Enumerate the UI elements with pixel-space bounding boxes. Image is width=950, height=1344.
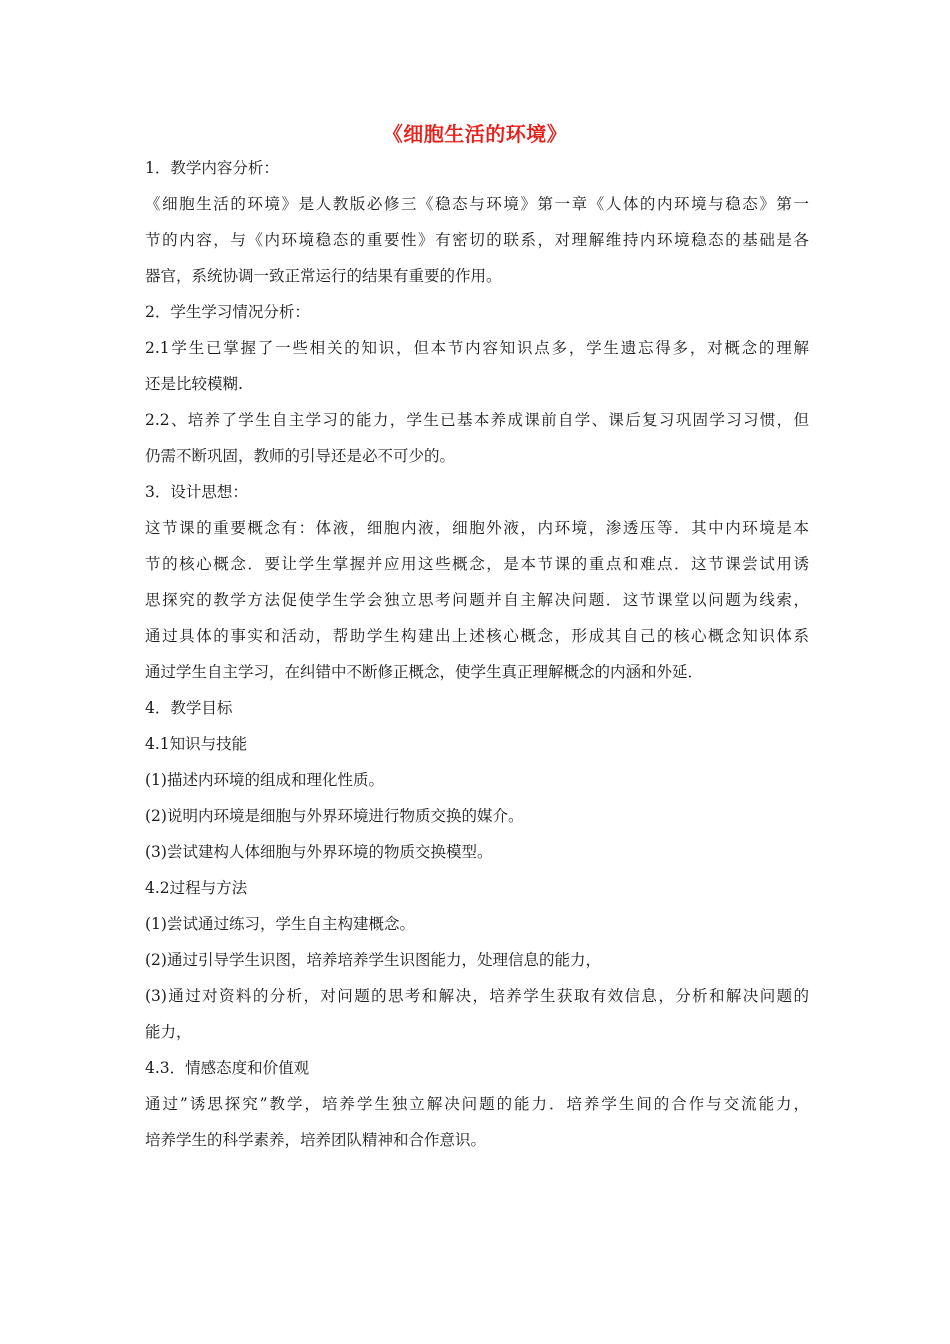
text-line: 节的核心概念．要让学生掌握并应用这些概念，是本节课的重点和难点．这节课尝试用诱 [145, 555, 809, 573]
text-line: 3．设计思想： [145, 483, 248, 501]
text-line: 节的内容，与《内环境稳态的重要性》有密切的联系，对理解维持内环境稳态的基础是各 [145, 231, 809, 249]
text-line: 通过”诱思探究”教学，培养学生独立解决问题的能力．培养学生间的合作与交流能力， [145, 1095, 809, 1113]
document-body [145, 150, 809, 1158]
text-line: (3)通过对资料的分析，对问题的思考和解决，培养学生获取有效信息，分析和解决问题的 [145, 987, 809, 1005]
text-line: 2．学生学习情况分析： [145, 303, 310, 321]
text-line: (2)说明内环境是细胞与外界环境进行物质交换的媒介。 [145, 807, 524, 825]
text-line: 通过具体的事实和活动，帮助学生构建出上述核心概念，形成其自己的核心概念知识体系 [145, 627, 809, 645]
text-line: 《细胞生活的环境》是人教版必修三《稳态与环境》第一章《人体的内环境与稳态》第一 [145, 195, 809, 213]
text-line: 通过学生自主学习，在纠错中不断修正概念，使学生真正理解概念的内涵和外延． [145, 663, 704, 681]
text-line: 4．教学目标 [145, 699, 233, 717]
text-line: 能力， [145, 1023, 192, 1041]
text-line: (2)通过引导学生识图，培养培养学生识图能力，处理信息的能力， [145, 951, 601, 969]
text-line: (3)尝试建构人体细胞与外界环境的物质交换模型。 [145, 843, 493, 861]
text-line: 还是比较模糊. [145, 375, 243, 393]
text-line: 仍需不断巩固，教师的引导还是必不可少的。 [145, 447, 456, 465]
text-line: 1．教学内容分析： [145, 159, 279, 177]
text-line: 器官，系统协调一致正常运行的结果有重要的作用。 [145, 267, 502, 285]
text-line: 4.2过程与方法 [145, 879, 248, 897]
document-title: 《细胞生活的环境》 [382, 122, 568, 146]
text-line: 4.3．情感态度和价值观 [145, 1059, 310, 1077]
text-line: 2.2、培养了学生自主学习的能力，学生已基本养成课前自学、课后复习巩固学习习惯，但 [145, 411, 809, 429]
text-line: (1)描述内环境的组成和理化性质。 [145, 771, 384, 789]
text-line: 2.1学生已掌握了一些相关的知识，但本节内容知识点多，学生遗忘得多，对概念的理解 [145, 339, 809, 357]
text-line: 培养学生的科学素养，培养团队精神和合作意识。 [145, 1131, 487, 1149]
text-line: (1)尝试通过练习，学生自主构建概念。 [145, 915, 415, 933]
text-line: 这节课的重要概念有：体液，细胞内液，细胞外液，内环境，渗透压等．其中内环境是本 [145, 519, 809, 537]
text-line: 4.1知识与技能 [145, 735, 248, 753]
text-line: 思探究的教学方法促使学生学会独立思考问题并自主解决问题．这节课堂以问题为线索， [145, 591, 809, 609]
